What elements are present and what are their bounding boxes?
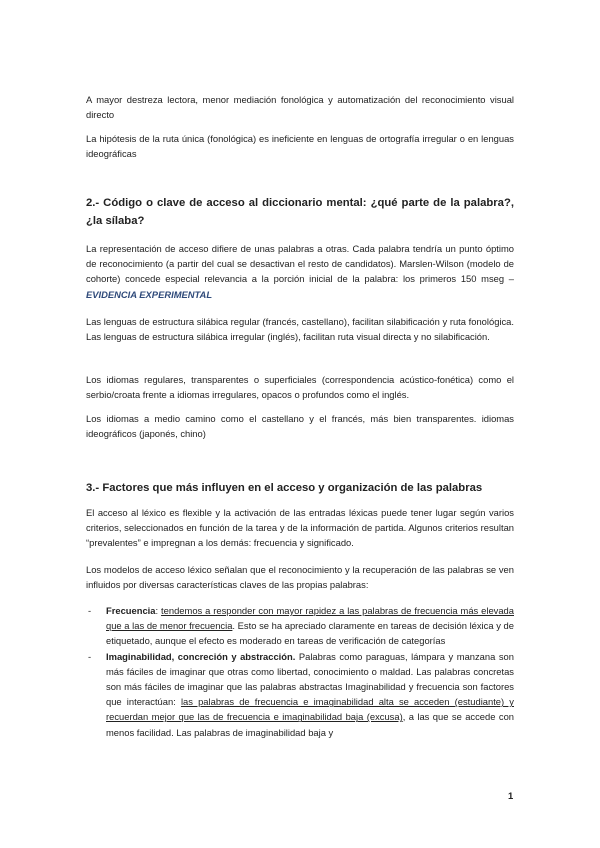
section-2-heading: 2.- Código o clave de acceso al diccionario mental: ¿qué parte de la palabra?, ¿la sílaba? <box>86 197 514 227</box>
list-item-frequency <box>86 603 514 649</box>
paragraph-access-models: Los modelos de acceso léxico señalan que el reconocimiento y la recuperación de las palabras se ven influidos por diversas características claves de las propias palabras: <box>86 564 514 591</box>
experimental-evidence-label: EVIDENCIA EXPERIMENTAL <box>86 288 213 300</box>
section-3-heading: 3.- Factores que más influyen en el acceso y organización de las palabras <box>86 482 483 494</box>
paragraph-access-representation <box>86 241 514 302</box>
paragraph-single-route: La hipótesis de la ruta única (fonológica) es ineficiente en lenguas de ortografía irregular o en lenguas ideográficas <box>86 133 514 160</box>
frequency-rest-text: . Esto se ha apreciado claramente en tareas de decisión léxica y de etiquetado, aunque el efecto es moderado en tareas de verificación de categorías <box>106 620 514 647</box>
term-imageability: Imaginabilidad, concreción y abstracción. <box>106 650 296 662</box>
access-representation-text: La representación de acceso difiere de unas palabras a otras. Cada palabra tendría un punto óptimo de reconocimiento (a partir del cual se desactivan el resto de candidatos). Marslen-Wilson (modelo de cohorte) concede especial relevancia a la porción inicial de la palabra: los primeros 150 mseg – <box>86 243 514 285</box>
imageability-text-2: , a las que se accede con menos facilidad. Las palabras de imaginabilidad baja y <box>106 711 514 738</box>
paragraph-syllabic-structure: Las lenguas de estructura silábica regular (francés, castellano), facilitan silabificación y ruta fonológica. Las lenguas de estructura silábica irregular (inglés), facilitan ruta visual directa y no silabificación. <box>86 316 514 343</box>
page-number: 1 <box>508 790 514 801</box>
term-frequency: Frecuencia <box>106 605 156 616</box>
paragraph-regular-languages: Los idiomas regulares, transparentes o superficiales (correspondencia acústico-fonética) como el serbio/croata frente a idiomas irregulares, opacos o profundos como el inglés. <box>86 374 514 401</box>
paragraph-reading-skill: A mayor destreza lectora, menor mediación fonológica y automatización del reconocimiento visual directo <box>86 94 514 121</box>
frequency-underlined-text: tendemos a responder con mayor rapidez a las palabras de frecuencia más elevada que a las de menor frecuencia <box>106 605 514 632</box>
bullet-dash: - <box>88 605 92 616</box>
bullet-dash: - <box>88 650 92 662</box>
paragraph-lexical-access: El acceso al léxico es flexible y la activación de las entradas léxicas puede tener lugar según varios criterios, seleccionados en función de la tarea y de la información de partida. Algunos criterios resultan “prevalentes” e impregnan a los demás: frecuencia y significado. <box>86 507 514 549</box>
paragraph-intermediate-languages: Los idiomas a medio camino como el castellano y el francés, más bien transparentes. idiomas ideográficos (japonés, chino) <box>86 413 514 440</box>
factors-list <box>86 603 514 740</box>
list-item-imageability <box>86 649 514 740</box>
imageability-underlined-text: las palabras de frecuencia e imaginabilidad alta se acceden (estudiante) y recuerdan mejor que las de frecuencia e imaginabilidad baja (excusa) <box>106 696 514 723</box>
term-colon: : <box>155 605 159 616</box>
imageability-text-1: Palabras como paraguas, lámpara y manzana son más fáciles de imaginar que otras como libertad, conocimiento o maldad. Las palabras concretas son más fáciles de imaginar que las palabras abstractas Imaginabilidad y frecuencia son factores que interactúan: <box>106 650 514 708</box>
